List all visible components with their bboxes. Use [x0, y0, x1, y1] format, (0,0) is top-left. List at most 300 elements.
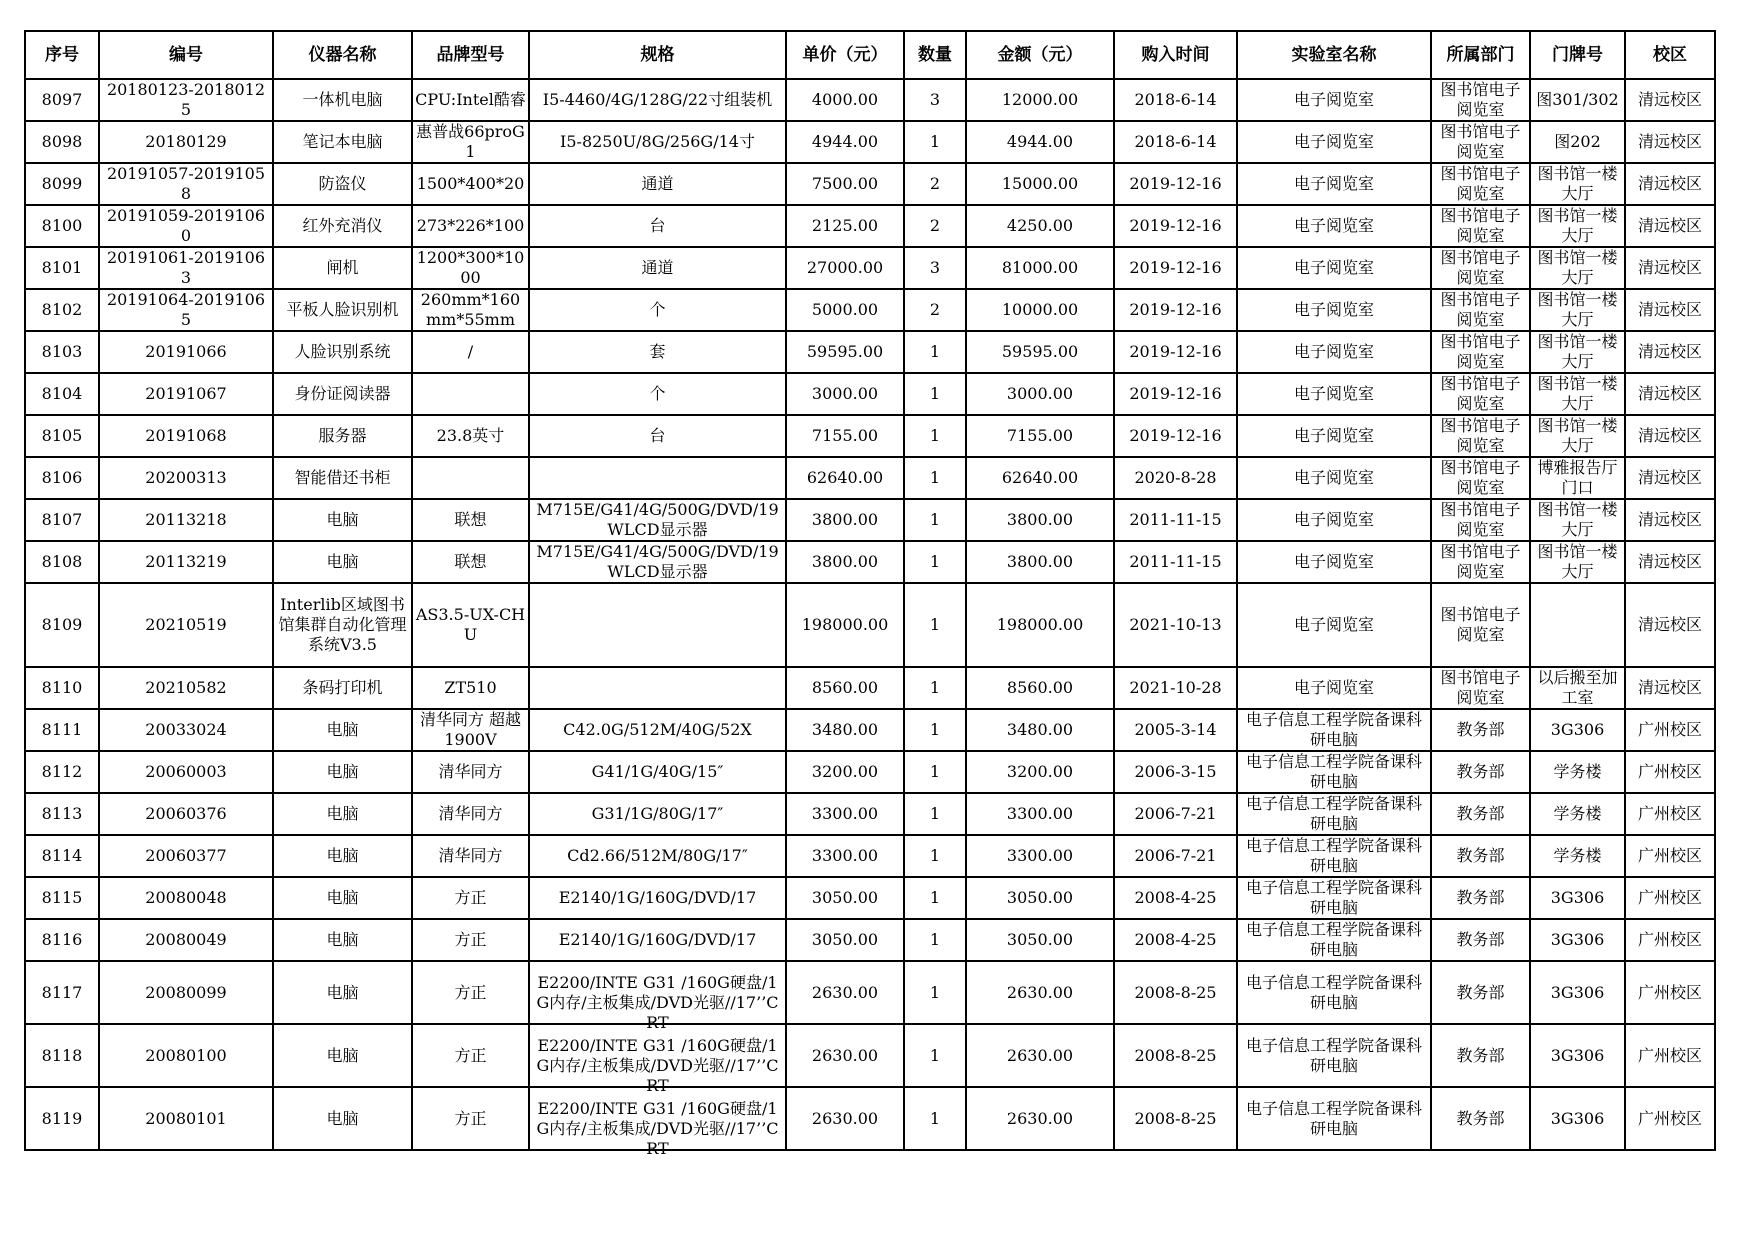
cell-instrument-name [273, 373, 412, 415]
cell-amount [966, 835, 1114, 877]
cell-instrument-name [273, 961, 412, 1024]
cell-text: 8107 [41, 510, 83, 529]
cell-lab-name [1237, 1087, 1431, 1150]
cell-text: 教务部 [1456, 982, 1505, 1002]
cell-brand-model [412, 457, 529, 499]
cell-brand-model [412, 877, 529, 919]
cell-department [1431, 163, 1530, 205]
cell-text: 图书馆一楼大厅 [1537, 332, 1618, 371]
cell-quantity [904, 373, 966, 415]
cell-text: 2630.00 [1006, 982, 1074, 1002]
cell-quantity [904, 289, 966, 331]
cell-text: 清远校区 [1637, 468, 1702, 487]
cell-text: 20210582 [145, 678, 227, 697]
cell-text: 清远校区 [1637, 342, 1702, 361]
cell-room-no [1530, 163, 1625, 205]
cell-campus [1625, 499, 1715, 541]
cell-department [1431, 793, 1530, 835]
cell-amount [966, 751, 1114, 793]
cell-text: 电脑 [326, 1108, 359, 1128]
cell-text: 电子阅览室 [1293, 468, 1374, 487]
cell-department [1431, 541, 1530, 583]
cell-text: 电脑 [326, 804, 359, 823]
cell-specification [529, 121, 786, 163]
cell-text: 广州校区 [1637, 888, 1702, 907]
cell-text: 图书馆电子阅览室 [1440, 374, 1521, 413]
cell-amount [966, 373, 1114, 415]
cell-amount [966, 79, 1114, 121]
cell-text: 清华同方 [438, 804, 503, 823]
cell-room-no [1530, 751, 1625, 793]
cell-instrument-name [273, 541, 412, 583]
cell-text: 2005-3-14 [1134, 720, 1217, 739]
cell-text: 59595.00 [1001, 342, 1079, 361]
cell-room-no [1530, 457, 1625, 499]
cell-unit-price [786, 667, 904, 709]
cell-purchase-date [1114, 961, 1237, 1024]
cell-department [1431, 205, 1530, 247]
cell-text: C42.0G/512M/40G/52X [563, 720, 752, 739]
cell-text: 1200*300*1000 [416, 248, 525, 287]
cell-specification [529, 1087, 786, 1158]
cell-text: 图202 [1554, 132, 1601, 151]
column-header-lab-name: 实验室名称 [1237, 31, 1431, 79]
cell-text: 图书馆一楼大厅 [1537, 206, 1618, 245]
cell-text: 广州校区 [1637, 1045, 1702, 1065]
cell-text: 8119 [41, 1108, 83, 1128]
cell-text: 电子阅览室 [1293, 90, 1374, 109]
cell-text: 3200.00 [811, 762, 879, 781]
cell-instrument-name [273, 331, 412, 373]
cell-campus [1625, 667, 1715, 709]
cell-text: 广州校区 [1637, 1108, 1702, 1128]
cell-text: E2200/INTE G31 /160G硬盘/1G内存/主板集成/DVD光驱//17’’CRT [536, 972, 779, 1032]
cell-purchase-date [1114, 247, 1237, 289]
cell-campus [1625, 751, 1715, 793]
cell-text: 教务部 [1456, 1108, 1505, 1128]
cell-text: 通道 [641, 258, 674, 277]
cell-brand-model [412, 331, 529, 373]
table-row [25, 373, 1715, 415]
cell-text: E2140/1G/160G/DVD/17 [558, 930, 757, 949]
cell-purchase-date [1114, 163, 1237, 205]
cell-unit-price [786, 751, 904, 793]
cell-lab-name [1237, 289, 1431, 331]
cell-unit-price [786, 793, 904, 835]
cell-campus [1625, 205, 1715, 247]
cell-text: E2140/1G/160G/DVD/17 [558, 888, 757, 907]
cell-text: 1 [929, 552, 941, 571]
cell-text: G31/1G/80G/17″ [591, 804, 724, 823]
cell-amount [966, 793, 1114, 835]
cell-amount [966, 205, 1114, 247]
cell-text: 20191067 [145, 384, 227, 403]
cell-text: 1 [929, 615, 941, 634]
cell-unit-price [786, 919, 904, 961]
cell-brand-model [412, 415, 529, 457]
cell-text: 59595.00 [806, 342, 884, 361]
cell-text: 3300.00 [1006, 804, 1074, 823]
cell-lab-name [1237, 583, 1431, 667]
cell-text: 电脑 [326, 1045, 359, 1065]
cell-unit-price [786, 709, 904, 751]
cell-text: 3 [929, 90, 941, 109]
cell-text: 套 [649, 342, 666, 361]
cell-text: 方正 [454, 888, 487, 907]
cell-text: 广州校区 [1637, 930, 1702, 949]
cell-quantity [904, 835, 966, 877]
cell-purchase-date [1114, 877, 1237, 919]
cell-text: 电子阅览室 [1293, 174, 1374, 193]
cell-text: 1 [929, 888, 941, 907]
cell-text: 图书馆一楼大厅 [1537, 416, 1618, 455]
cell-instrument-name [273, 667, 412, 709]
cell-specification [529, 205, 786, 247]
cell-text: 学务楼 [1553, 846, 1602, 865]
cell-unit-price [786, 373, 904, 415]
cell-text: 2008-4-25 [1134, 930, 1217, 949]
cell-campus [1625, 835, 1715, 877]
cell-text: 10000.00 [1001, 300, 1079, 319]
cell-text: 图书馆电子阅览室 [1440, 500, 1521, 539]
cell-serial-no [25, 373, 99, 415]
cell-serial-no [25, 457, 99, 499]
cell-text: 3300.00 [811, 804, 879, 823]
cell-text: 8111 [41, 720, 83, 739]
cell-serial-no [25, 331, 99, 373]
cell-text: 图书馆一楼大厅 [1537, 542, 1618, 581]
cell-text: 1 [929, 678, 941, 697]
cell-text: 图书馆一楼大厅 [1537, 248, 1618, 287]
cell-brand-model [412, 835, 529, 877]
cell-department [1431, 1087, 1530, 1150]
cell-specification [529, 667, 786, 709]
cell-text: 2020-8-28 [1134, 468, 1217, 487]
cell-text: 图书馆电子阅览室 [1440, 416, 1521, 455]
cell-purchase-date [1114, 289, 1237, 331]
cell-amount [966, 667, 1114, 709]
table-row [25, 289, 1715, 331]
cell-text: 2630.00 [1006, 1045, 1074, 1065]
cell-text: 8097 [41, 90, 83, 109]
cell-lab-name [1237, 919, 1431, 961]
cell-instrument-name [273, 877, 412, 919]
cell-purchase-date [1114, 583, 1237, 667]
cell-lab-name [1237, 247, 1431, 289]
cell-text: 1 [929, 762, 941, 781]
cell-text: 20060376 [145, 804, 227, 823]
cell-instrument-name [273, 205, 412, 247]
cell-text: 1 [929, 384, 941, 403]
cell-text: 方正 [454, 1045, 487, 1065]
cell-serial-no [25, 835, 99, 877]
cell-text: 2125.00 [811, 216, 879, 235]
cell-text: 8110 [41, 678, 83, 697]
cell-unit-price [786, 961, 904, 1024]
cell-department [1431, 667, 1530, 709]
cell-brand-model [412, 1087, 529, 1150]
cell-asset-code [99, 205, 273, 247]
cell-text: 7155.00 [1006, 426, 1074, 445]
cell-text: 电子阅览室 [1293, 552, 1374, 571]
cell-text: 3050.00 [811, 888, 879, 907]
cell-room-no [1530, 1024, 1625, 1087]
cell-specification [529, 499, 786, 541]
cell-text: 4000.00 [811, 90, 879, 109]
cell-text: 电子信息工程学院备课科研电脑 [1245, 836, 1422, 875]
cell-department [1431, 877, 1530, 919]
cell-text: 电子信息工程学院备课科研电脑 [1245, 752, 1422, 791]
cell-quantity [904, 247, 966, 289]
cell-asset-code [99, 751, 273, 793]
cell-text: 3G306 [1550, 982, 1605, 1002]
cell-quantity [904, 163, 966, 205]
cell-text: M715E/G41/4G/500G/DVD/19WLCD显示器 [536, 500, 779, 539]
cell-amount [966, 163, 1114, 205]
cell-text: 教务部 [1456, 720, 1505, 739]
cell-brand-model [412, 163, 529, 205]
cell-text: 20060003 [145, 762, 227, 781]
cell-text: 清远校区 [1637, 300, 1702, 319]
cell-text: 电脑 [326, 552, 359, 571]
cell-text: 电子信息工程学院备课科研电脑 [1245, 710, 1422, 749]
cell-serial-no [25, 667, 99, 709]
cell-serial-no [25, 247, 99, 289]
cell-text: CPU:Intel酷睿 [415, 90, 526, 109]
cell-text: 清远校区 [1637, 90, 1702, 109]
cell-text: 1 [929, 342, 941, 361]
cell-instrument-name [273, 583, 412, 667]
cell-text: 3480.00 [1006, 720, 1074, 739]
cell-amount [966, 331, 1114, 373]
cell-room-no [1530, 961, 1625, 1024]
cell-instrument-name [273, 79, 412, 121]
cell-text: E2200/INTE G31 /160G硬盘/1G内存/主板集成/DVD光驱//17’’CRT [536, 1035, 779, 1095]
cell-text: 20191059-20191060 [106, 206, 266, 245]
cell-asset-code [99, 373, 273, 415]
cell-serial-no [25, 541, 99, 583]
cell-quantity [904, 709, 966, 751]
cell-text: 1500*400*20 [416, 174, 525, 193]
cell-text: 27000.00 [806, 258, 884, 277]
cell-specification [529, 79, 786, 121]
cell-department [1431, 415, 1530, 457]
cell-lab-name [1237, 373, 1431, 415]
cell-text: 清远校区 [1637, 426, 1702, 445]
cell-text: 20113219 [145, 552, 227, 571]
cell-text: 8105 [41, 426, 83, 445]
cell-room-no [1530, 373, 1625, 415]
cell-asset-code [99, 1087, 273, 1150]
cell-text: 图书馆电子阅览室 [1440, 332, 1521, 371]
table-row [25, 793, 1715, 835]
cell-text: 15000.00 [1001, 174, 1079, 193]
cell-text: 8109 [41, 615, 83, 634]
cell-text: 8117 [41, 982, 83, 1002]
cell-specification [529, 541, 786, 583]
cell-asset-code [99, 793, 273, 835]
cell-department [1431, 121, 1530, 163]
cell-asset-code [99, 961, 273, 1024]
cell-serial-no [25, 163, 99, 205]
column-header-department: 所属部门 [1431, 31, 1530, 79]
table-row [25, 79, 1715, 121]
cell-text: 20080100 [145, 1045, 227, 1065]
cell-text: 8101 [41, 258, 83, 277]
cell-asset-code [99, 79, 273, 121]
cell-department [1431, 331, 1530, 373]
cell-unit-price [786, 163, 904, 205]
cell-brand-model [412, 247, 529, 289]
cell-text: 3300.00 [1006, 846, 1074, 865]
cell-text: 8108 [41, 552, 83, 571]
cell-campus [1625, 877, 1715, 919]
cell-text: 电脑 [326, 846, 359, 865]
cell-text: 3G306 [1550, 930, 1605, 949]
table-row [25, 205, 1715, 247]
cell-lab-name [1237, 499, 1431, 541]
cell-unit-price [786, 205, 904, 247]
cell-unit-price [786, 499, 904, 541]
cell-specification [529, 583, 786, 667]
cell-unit-price [786, 1087, 904, 1150]
cell-text: 一体机电脑 [302, 90, 383, 109]
table-header [25, 31, 1715, 79]
cell-asset-code [99, 835, 273, 877]
cell-amount [966, 583, 1114, 667]
cell-text: 图书馆电子阅览室 [1440, 542, 1521, 581]
cell-text: 20113218 [145, 510, 227, 529]
cell-asset-code [99, 289, 273, 331]
cell-text: 图书馆一楼大厅 [1537, 164, 1618, 203]
cell-text: 2019-12-16 [1129, 384, 1222, 403]
cell-lab-name [1237, 121, 1431, 163]
table-row [25, 499, 1715, 541]
cell-quantity [904, 541, 966, 583]
cell-text: 8560.00 [1006, 678, 1074, 697]
cell-purchase-date [1114, 415, 1237, 457]
cell-text: 3050.00 [811, 930, 879, 949]
cell-text: 23.8英寸 [436, 426, 505, 445]
cell-text: 2008-8-25 [1134, 982, 1217, 1002]
cell-brand-model [412, 373, 529, 415]
cell-text: 电子阅览室 [1293, 258, 1374, 277]
cell-text: 图书馆一楼大厅 [1537, 500, 1618, 539]
cell-room-no [1530, 877, 1625, 919]
cell-specification [529, 793, 786, 835]
table-row [25, 751, 1715, 793]
cell-serial-no [25, 121, 99, 163]
cell-text: 电子阅览室 [1293, 300, 1374, 319]
cell-text: 红外充消仪 [302, 216, 383, 235]
cell-text: 2 [929, 174, 941, 193]
cell-specification [529, 415, 786, 457]
cell-text: 20180129 [145, 132, 227, 151]
cell-text: 8118 [41, 1045, 83, 1065]
cell-text: 2011-11-15 [1129, 510, 1222, 529]
cell-specification [529, 331, 786, 373]
cell-specification [529, 163, 786, 205]
cell-text: 方正 [454, 930, 487, 949]
table-row [25, 709, 1715, 751]
cell-purchase-date [1114, 751, 1237, 793]
cell-text: 电脑 [326, 510, 359, 529]
cell-text: 图书馆电子阅览室 [1440, 668, 1521, 707]
cell-lab-name [1237, 877, 1431, 919]
cell-text: 20191068 [145, 426, 227, 445]
cell-purchase-date [1114, 667, 1237, 709]
cell-text: 教务部 [1456, 930, 1505, 949]
cell-instrument-name [273, 499, 412, 541]
cell-purchase-date [1114, 79, 1237, 121]
column-header-amount: 金额（元） [966, 31, 1114, 79]
cell-text: 1 [929, 132, 941, 151]
cell-brand-model [412, 709, 529, 751]
cell-department [1431, 457, 1530, 499]
table-row [25, 247, 1715, 289]
cell-text: 身份证阅读器 [294, 384, 391, 403]
cell-text: 电子阅览室 [1293, 384, 1374, 403]
cell-quantity [904, 583, 966, 667]
cell-asset-code [99, 415, 273, 457]
cell-text: 教务部 [1456, 1045, 1505, 1065]
cell-text: 198000.00 [801, 615, 889, 634]
cell-text: 广州校区 [1637, 982, 1702, 1002]
cell-text: 20080049 [145, 930, 227, 949]
cell-serial-no [25, 961, 99, 1024]
cell-asset-code [99, 499, 273, 541]
table-row [25, 583, 1715, 667]
cell-brand-model [412, 583, 529, 667]
column-header-room-no: 门牌号 [1530, 31, 1625, 79]
cell-amount [966, 121, 1114, 163]
cell-text: 清远校区 [1637, 216, 1702, 235]
column-header-specification: 规格 [529, 31, 786, 79]
cell-brand-model [412, 961, 529, 1024]
table-row [25, 1024, 1715, 1087]
cell-amount [966, 1024, 1114, 1087]
column-header-serial-no: 序号 [25, 31, 99, 79]
cell-amount [966, 457, 1114, 499]
cell-quantity [904, 499, 966, 541]
cell-text: 3800.00 [1006, 552, 1074, 571]
cell-text: 3300.00 [811, 846, 879, 865]
cell-specification [529, 835, 786, 877]
cell-asset-code [99, 331, 273, 373]
cell-instrument-name [273, 1024, 412, 1087]
cell-text: 2008-8-25 [1134, 1045, 1217, 1065]
cell-text: 图书馆电子阅览室 [1440, 122, 1521, 161]
cell-text: 2008-4-25 [1134, 888, 1217, 907]
cell-campus [1625, 247, 1715, 289]
cell-text: 图书馆电子阅览室 [1440, 80, 1521, 119]
cell-instrument-name [273, 121, 412, 163]
column-header-quantity: 数量 [904, 31, 966, 79]
cell-room-no [1530, 205, 1625, 247]
cell-campus [1625, 415, 1715, 457]
cell-room-no [1530, 667, 1625, 709]
cell-text: 8103 [41, 342, 83, 361]
column-header-instrument-name: 仪器名称 [273, 31, 412, 79]
cell-text: 20191057-20191058 [106, 164, 266, 203]
cell-text: 2019-12-16 [1129, 426, 1222, 445]
cell-serial-no [25, 499, 99, 541]
cell-text: 20191064-20191065 [106, 290, 266, 329]
cell-text: 人脸识别系统 [294, 342, 391, 361]
cell-text: 个 [649, 300, 666, 319]
cell-text: 图书馆电子阅览室 [1440, 248, 1521, 287]
cell-serial-no [25, 205, 99, 247]
